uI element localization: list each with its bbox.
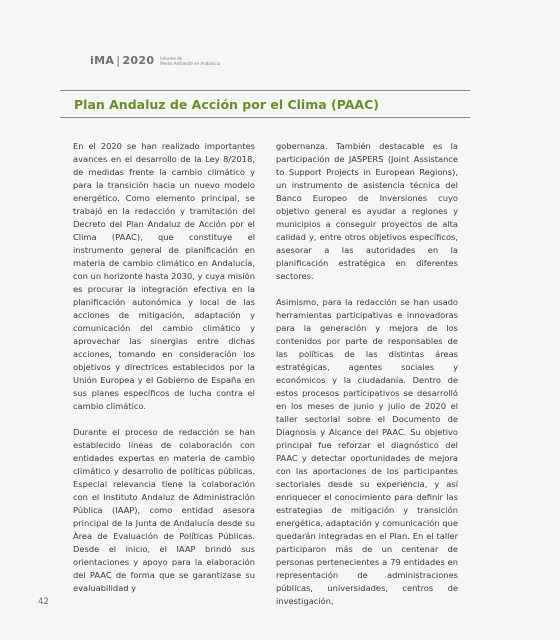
paragraph: Durante el proceso de redacción se han establecido líneas de colaboración con entidades expertas en materia de cambio climático y desarrollo de políticas públicas. Especial relevancia tiene la colaboración con el Instituto Andaluz de Administración Pública (IAAP), como entidad asesora principal de la Junta de Andalucía desde su Área de Evaluación de Políticas Públicas. Desde el inicio, el IAAP brindó sus orientaciones y apoyo para la elaboración del PAAC de forma que se garantizase su evaluabilidad y — [73, 427, 255, 593]
report-subtitle-line2: Medio Ambiente en Andalucía — [160, 60, 221, 66]
section-title: Plan Andaluz de Acción por el Clima (PAAC) — [74, 96, 379, 112]
logo-separator: | — [116, 54, 121, 67]
logo-year: 2020 — [122, 54, 155, 67]
page-number: 42 — [38, 597, 49, 607]
paragraph: En el 2020 se han realizado importantes avances en el desarrollo de la Ley 8/2018, de medidas frente la cambio climático y para la transición hacia un nuevo modelo energético. Como elemento principal, se trabajó en la redacción y tramitación del Decreto del Plan Andaluz de Acción por el Clima (PAAC), que constituye el instrumento general de planificación en materia de cambio climático en Andalucía, con un horizonte hasta 2030, y cuya misión es procurar la integración efectiva en la planificación autonómica y local de las acciones de mitigación, adaptación y comunicación del cambio climático y aprovechar las sinergias entre dichas acciones, tomando en consideración los objetivos y directrices establecidos por la Unión Europea y el Gobierno de España en sus planes específicos de lucha contra el cambio climático. — [73, 141, 255, 411]
right-column — [276, 140, 458, 608]
section-title-box — [60, 90, 470, 118]
paragraph: Asimismo, para la redacción se han usado herramientas participativas e innovadoras para la generación y mejora de los contenidos por parte de responsables de las políticas de las distintas áreas estratégicas, agentes sociales y económicos y la ciudadanía. Dentro de estos procesos participativos se desarrolló en los meses de junio y julio de 2020 el taller sectorial sobre el Documento de Diagnosis y Alcance del PAAC. Su objetivo principal fue reforzar el diagnóstico del PAAC y detectar oportunidades de mejora con las aportaciones de los participantes sectoriales desde su experiencia, y así enriquecer el conocimiento para definir las estrategias de mitigación y transición energética, adaptación y comunicación que quedarán integradas en el Plan. En el taller participaron más de un centenar de personas pertenecientes a 79 entidades en representación de administraciones públicas, universidades, centros de investigación, — [276, 297, 458, 606]
logo-ima-text: iMA — [90, 54, 115, 67]
report-subtitle-line1: Informe de — [160, 55, 183, 61]
page-header — [90, 54, 220, 67]
left-column — [73, 140, 255, 595]
report-subtitle — [160, 56, 220, 66]
paragraph: gobernanza. También destacable es la participación de JASPERS (Joint Assistance to Support Projects in European Regions), un instrumento de asistencia técnica del Banco Europeo de Inversiones cuyo objetivo general es ayudar a regiones y municipios a conseguir proyectos de alta calidad y, entre otros objetivos específicos, asesorar a las autoridades en la planificación estratégica en diferentes sectores. — [276, 141, 458, 281]
ima-logo — [90, 54, 154, 67]
